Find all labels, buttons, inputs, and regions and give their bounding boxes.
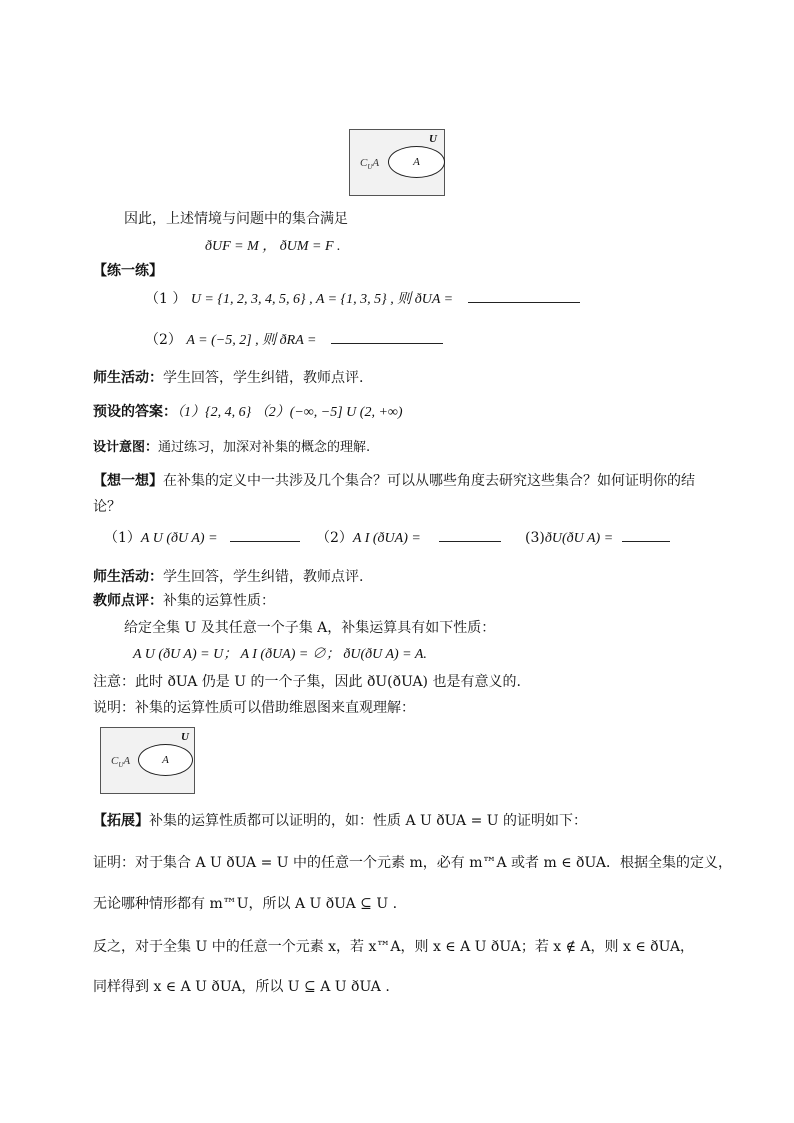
answer-blank[interactable] [230, 529, 300, 542]
practice-expr: U = {1, 2, 3, 4, 5, 6} , A = {1, 3, 5} , 则 ðUA = [190, 292, 454, 307]
activity-text: 学生回答，学生纠错，教师点评. [163, 370, 364, 386]
think-line [93, 472, 695, 490]
proof-line-1: 证明：对于集合 A U ðUA = U 中的任意一个元素 m，必有 m™A 或者 m ∈ ðUA．根据全集的定义， [93, 855, 732, 871]
proof-line-3: 反之，对于全集 U 中的任意一个元素 x，若 x™A，则 x ∈ A U ðUA；若 x ∉ A，则 x ∈ ðUA， [93, 939, 695, 955]
practice-num: （2） [145, 332, 182, 348]
venn-diagram-top [349, 129, 445, 196]
answer-blank[interactable] [468, 290, 580, 303]
think-item-1: （1）A U (ðU A) = [104, 529, 300, 548]
venn-diagram-bottom [100, 727, 195, 794]
think-line-2: 论？ [93, 499, 121, 515]
intro-text: 因此，上述情境与问题中的集合满足 [124, 211, 348, 227]
answer-line [93, 403, 403, 422]
activity-line-1 [93, 369, 363, 387]
given-text: 给定全集 U 及其任意一个子集 A，补集运算具有如下性质： [124, 620, 496, 636]
design-line [93, 439, 370, 457]
complement-label: $C_UA$ [360, 157, 380, 172]
answer-text: （1）{2, 4, 6} （2）(−∞, −5] U (2, +∞) [177, 405, 403, 420]
answer-blank[interactable] [622, 529, 670, 542]
practice-title: 【练一练】 [93, 263, 163, 279]
comment-line: 教师点评：补集的运算性质： [93, 593, 275, 609]
universe-label: U [429, 133, 437, 145]
universe-label: U [181, 731, 189, 743]
think-item-3: (3)ðU(ðU A) = [525, 529, 670, 548]
proof-line-2: 无论哪种情形都有 m™U，所以 A U ðUA ⊆ U . [93, 896, 398, 912]
answer-blank[interactable] [439, 529, 501, 542]
properties-formula: A U (ðU A) = U； A I (ðUA) = ∅； ðU(ðU A) = A. [133, 647, 427, 662]
note-text: 注意：此时 ðUA 仍是 U 的一个子集，因此 ðU(ðUA) 也是有意义的. [93, 674, 521, 690]
activity-label: 师生活动： [93, 370, 163, 386]
think-item-2: （2）A I (ðUA) = [316, 529, 501, 548]
formula-complement: ðUF = M ， ðUM = F . [205, 239, 341, 254]
set-ellipse: A [138, 744, 193, 776]
practice-item-2 [145, 331, 443, 350]
think-title: 【想一想】 [93, 473, 163, 489]
practice-expr: A = (−5, 2] , 则 ðRA = [186, 333, 317, 348]
answer-blank[interactable] [331, 331, 443, 344]
answer-label: 预设的答案： [93, 404, 177, 420]
proof-line-4: 同样得到 x ∈ A U ðUA，所以 U ⊆ A U ðUA . [93, 979, 390, 995]
complement-label: $C_UA$ [111, 755, 131, 770]
design-label: 设计意图： [93, 440, 159, 455]
set-ellipse: A [388, 146, 445, 178]
practice-item-1 [145, 290, 580, 309]
think-text: 在补集的定义中一共涉及几个集合？可以从哪些角度去研究这些集合？如何证明你的结 [163, 473, 695, 489]
activity-line-2: 师生活动：学生回答，学生纠错，教师点评. [93, 569, 364, 585]
extend-line: 【拓展】补集的运算性质都可以证明的，如：性质 A U ðUA = U 的证明如下： [93, 813, 588, 829]
design-text: 通过练习，加深对补集的概念的理解. [158, 440, 371, 455]
explain-text: 说明：补集的运算性质可以借助维恩图来直观理解： [93, 700, 415, 716]
practice-num: （1 ） [145, 291, 187, 307]
